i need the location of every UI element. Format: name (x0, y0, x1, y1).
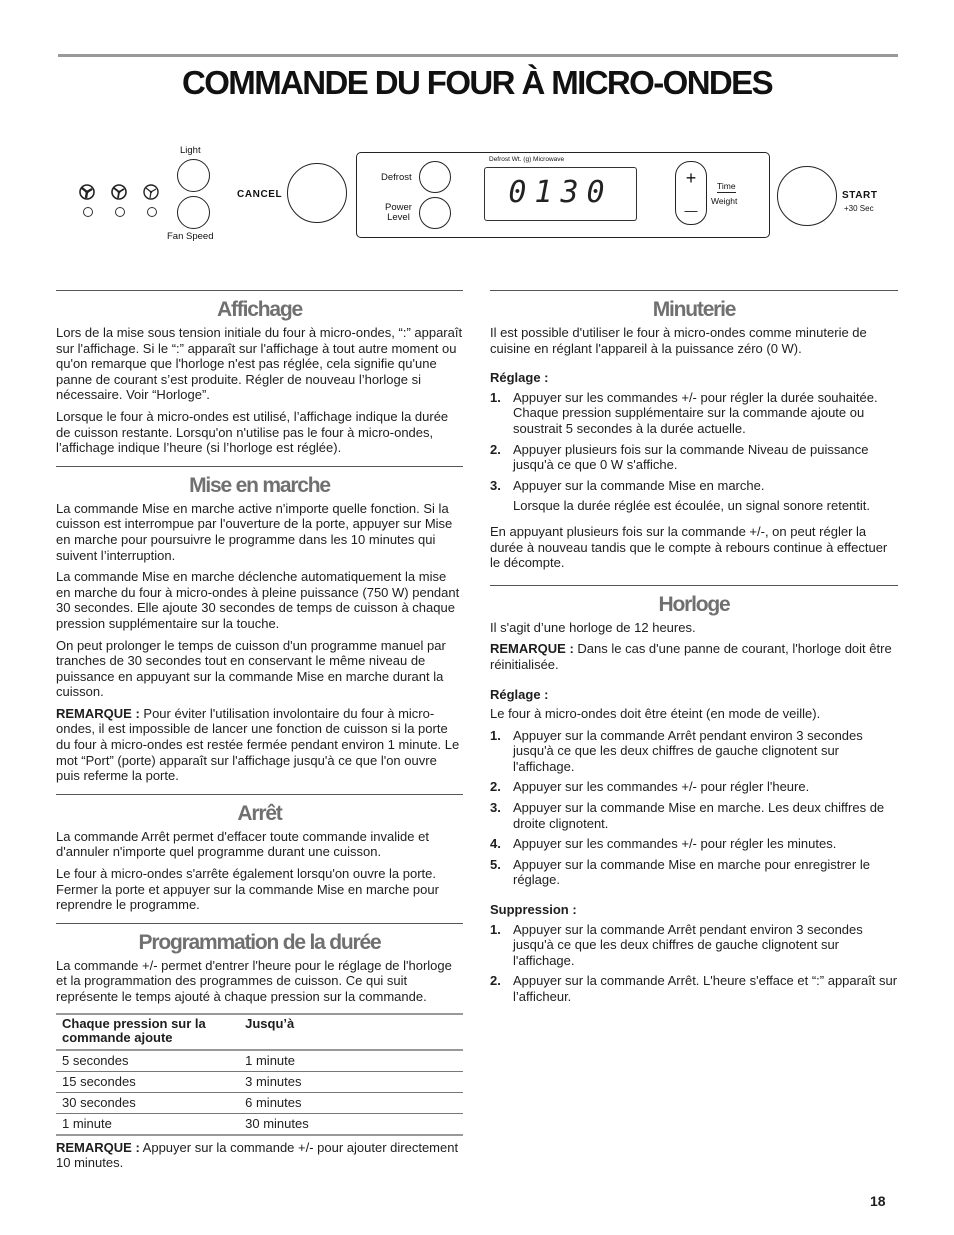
paragraph: Il est possible d'utiliser le four à micro-ondes comme minuterie de cuisine en réglant l'appareil à la puissance zéro (0 W). (490, 325, 867, 356)
time-increment-table (56, 1013, 463, 1136)
light-label: Light (180, 145, 201, 156)
cancel-button[interactable] (287, 163, 347, 223)
start-button[interactable] (777, 166, 837, 226)
section-rule (56, 923, 463, 924)
fan-speed-label: Fan Speed (167, 231, 214, 242)
list-text: Appuyer plusieurs fois sur la commande Niveau de puissance jusqu'à ce que 0 W s'affiche. (513, 441, 869, 473)
list-item (490, 728, 898, 775)
minus-icon[interactable]: — (684, 203, 698, 218)
section-heading-horloge: Horloge (658, 592, 730, 616)
list-item (490, 836, 898, 852)
section-rule (56, 794, 463, 795)
table-row (56, 1113, 463, 1135)
power-level-button[interactable] (419, 197, 451, 229)
section-rule (490, 290, 898, 291)
time-label: Time (717, 181, 736, 191)
paragraph: La commande Arrêt permet d'effacer toute commande invalide et d'annuler n'importe quel programme durant une cuisson. (56, 828, 429, 860)
list-item (490, 390, 898, 437)
section-rule (56, 466, 463, 467)
numbered-list (490, 922, 898, 1005)
defrost-label: Defrost (381, 172, 412, 183)
step-note: Lorsque la durée réglée est écoulée, un signal sonore retentit. (513, 498, 871, 514)
list-item (490, 800, 898, 831)
section-heading-mise-en-marche: Mise en marche (189, 473, 330, 497)
fan-indicator-light (83, 207, 93, 217)
display-indicators: Defrost Wt. (g) Microwave (489, 156, 565, 163)
fan-indicator-light (115, 207, 125, 217)
table-row (56, 1050, 463, 1072)
paragraph: La commande Mise en marche active n'importe quelle fonction. Si la cuisson est interrompue par l'ouverture de la porte, appuyer sur Mise en marche pour poursuivre le programme dans les 10 minutes qui suivent l’interruption. (56, 500, 453, 563)
list-item (490, 973, 898, 1004)
digital-display (484, 167, 637, 221)
paragraph: On peut prolonger le temps de cuisson d'un programme manuel par tranches de 30 secondes tout en conservant le même niveau de puissance en appuyant sur la commande Mise en marche durant la cuisson. (56, 637, 446, 700)
list-item (490, 478, 898, 494)
list-number: 1. (490, 921, 501, 937)
table-cell: 6 minutes (239, 1092, 463, 1113)
paragraph: La commande +/- permet d'entrer l'heure pour le réglage de l'horloge et la programmation des programmes de cuisson. Ce qui suit représente le temps ajouté à chaque pression sur la commande. (56, 957, 452, 1004)
list-text: Appuyer sur les commandes +/- pour régler la durée souhaitée. Chaque pression supplémentaire sur la commande ajoute ou soustrait 5 secondes à la durée actuelle. (513, 389, 878, 436)
power-level-line1: Power (385, 202, 412, 213)
note-paragraph (56, 1140, 463, 1171)
paragraph: Le four à micro-ondes s'arrête également lorsqu'on ouvre la porte. Fermer la porte et appuyer sur la commande Mise en marche pour reprendre le programme. (56, 866, 439, 913)
table-cell: 1 minute (239, 1050, 463, 1072)
weight-label: Weight (711, 196, 738, 206)
list-number: 1. (490, 727, 501, 743)
cancel-label: CANCEL (237, 189, 283, 200)
left-column (56, 290, 463, 1177)
paragraph: La commande Mise en marche déclenche automatiquement la mise en marche du four à micro-ondes à pleine puissance (750 W) pendant 30 secondes. Elle ajoute 30 secondes de temps de cuisson à chaque pression supplémentaire sur la touche. (56, 569, 460, 631)
list-number: 5. (490, 856, 501, 872)
paragraph: Le four à micro-ondes doit être éteint (en mode de veille). (490, 706, 821, 722)
list-text: Appuyer sur la commande Mise en marche. Les deux chiffres de droite clignotent. (513, 800, 885, 831)
section-rule (56, 290, 463, 291)
list-text: Appuyer sur la commande Mise en marche pour enregistrer le réglage. (513, 856, 870, 888)
list-item (490, 857, 898, 888)
list-text: Appuyer sur la commande Arrêt pendant environ 3 secondes jusqu'à ce que les deux chiffres de gauche clignotent sur l'affichage. (513, 921, 863, 968)
list-number: 3. (490, 477, 501, 493)
table-cell: 30 minutes (239, 1113, 463, 1135)
list-number: 1. (490, 389, 501, 405)
table-header: Chaque pression sur la commande ajoute (56, 1014, 239, 1050)
list-number: 4. (490, 836, 501, 852)
list-number: 2. (490, 779, 501, 795)
page-title: COMMANDE DU FOUR À MICRO-ONDES (182, 64, 772, 101)
top-rule (58, 54, 898, 57)
section-heading-affichage: Affichage (217, 298, 302, 321)
table-row (56, 1071, 463, 1092)
paragraph: Il s'agit d’une horloge de 12 heures. (490, 619, 696, 635)
defrost-button[interactable] (419, 161, 451, 193)
table-cell: 5 secondes (56, 1050, 239, 1072)
right-column (490, 290, 898, 1010)
note-text: Dans le cas d'une panne de courant, l'horloge doit être réinitialisée. (490, 641, 892, 672)
note-label: REMARQUE : (56, 1139, 140, 1155)
list-number: 2. (490, 441, 501, 457)
table-row (56, 1092, 463, 1113)
display-digits: 0130 (508, 175, 613, 210)
control-panel-illustration (0, 130, 954, 260)
list-item (490, 442, 898, 473)
list-text: Appuyer sur les commandes +/- pour régler les minutes. (513, 836, 837, 852)
subheading-suppression: Suppression : (490, 902, 577, 918)
list-text: Appuyer sur la commande Mise en marche. (513, 477, 765, 493)
table-header-row (56, 1014, 463, 1050)
table-cell: 15 secondes (56, 1071, 239, 1092)
numbered-list (490, 390, 898, 514)
list-text: Appuyer sur la commande Arrêt pendant environ 3 secondes jusqu'à ce que les deux chiffres de gauche clignotent sur l'affichage. (513, 727, 863, 774)
section-rule (490, 585, 898, 586)
table-header: Jusqu’à (239, 1014, 463, 1050)
paragraph: Lors de la mise sous tension initiale du four à micro-ondes, “:” apparaît sur l'affichage. Si le “:” apparaît sur l'affichage à tout autre moment ou qu'on remarque que l'horloge n'est pas réglée, cela signifie qu'une panne de courant s’est produite. Régler de nouveau l’horloge si nécessaire. Voir “Horloge”. (56, 325, 463, 403)
power-level-label (385, 203, 412, 223)
list-item (490, 922, 898, 969)
paragraph: En appuyant plusieurs fois sur la commande +/-, on peut régler la durée à nouveau tandis que le compte à rebours continue à effectuer le décompte. (490, 523, 888, 571)
paragraph: Lorsque le four à micro-ondes est utilisé, l’affichage indique la durée de cuisson restante. Lorsqu'on n'utilise pas le four à micro-ondes, l’affichage indique l’heure (si l’horloge est réglée). (56, 408, 449, 456)
table-cell: 1 minute (56, 1113, 239, 1135)
fan-speed-button[interactable] (177, 196, 210, 229)
section-heading-programmation: Programmation de la durée (138, 930, 381, 954)
start-sub-label: +30 Sec (844, 204, 874, 213)
light-button[interactable] (177, 159, 210, 192)
section-heading-arret: Arrêt (237, 801, 282, 825)
subheading-reglage: Réglage : (490, 370, 549, 386)
page-number: 18 (870, 1193, 886, 1209)
section-heading-minuterie: Minuterie (652, 298, 736, 321)
note-text: Appuyer sur la commande +/- pour ajouter directement 10 minutes. (56, 1139, 459, 1171)
plus-icon[interactable]: + (685, 168, 697, 188)
note-paragraph (56, 706, 463, 784)
table-cell: 3 minutes (239, 1071, 463, 1092)
list-text: Appuyer sur la commande Arrêt. L'heure s'efface et “:” apparaît sur l’afficheur. (513, 973, 898, 1004)
list-number: 2. (490, 973, 501, 989)
list-number: 3. (490, 800, 501, 816)
fan-indicator-light (147, 207, 157, 217)
subheading-reglage: Réglage : (490, 686, 549, 702)
power-level-line2: Level (387, 212, 410, 223)
fan-icon (79, 184, 95, 200)
note-label: REMARQUE : (56, 705, 140, 721)
table-cell: 30 secondes (56, 1092, 239, 1113)
list-text: Appuyer sur les commandes +/- pour régler l'heure. (513, 779, 810, 795)
list-item (490, 779, 898, 795)
note-text: Pour éviter l'utilisation involontaire du four à micro-ondes, il est impossible de lancer une fonction de cuisson si la porte du four à micro-ondes est restée fermée pendant environ 1 minute. Le mot “Port” (porte) apparaît sur l'affichage jusqu'à ce que l'on ouvre puis referme la porte. (56, 705, 460, 784)
note-paragraph (490, 641, 898, 672)
plus-minus-control[interactable] (675, 161, 707, 225)
note-label: REMARQUE : (490, 641, 574, 657)
panel-frame (356, 152, 770, 238)
fan-icon (143, 184, 159, 200)
numbered-list (490, 728, 898, 888)
fan-icon (111, 184, 127, 200)
start-label: START (842, 190, 878, 201)
